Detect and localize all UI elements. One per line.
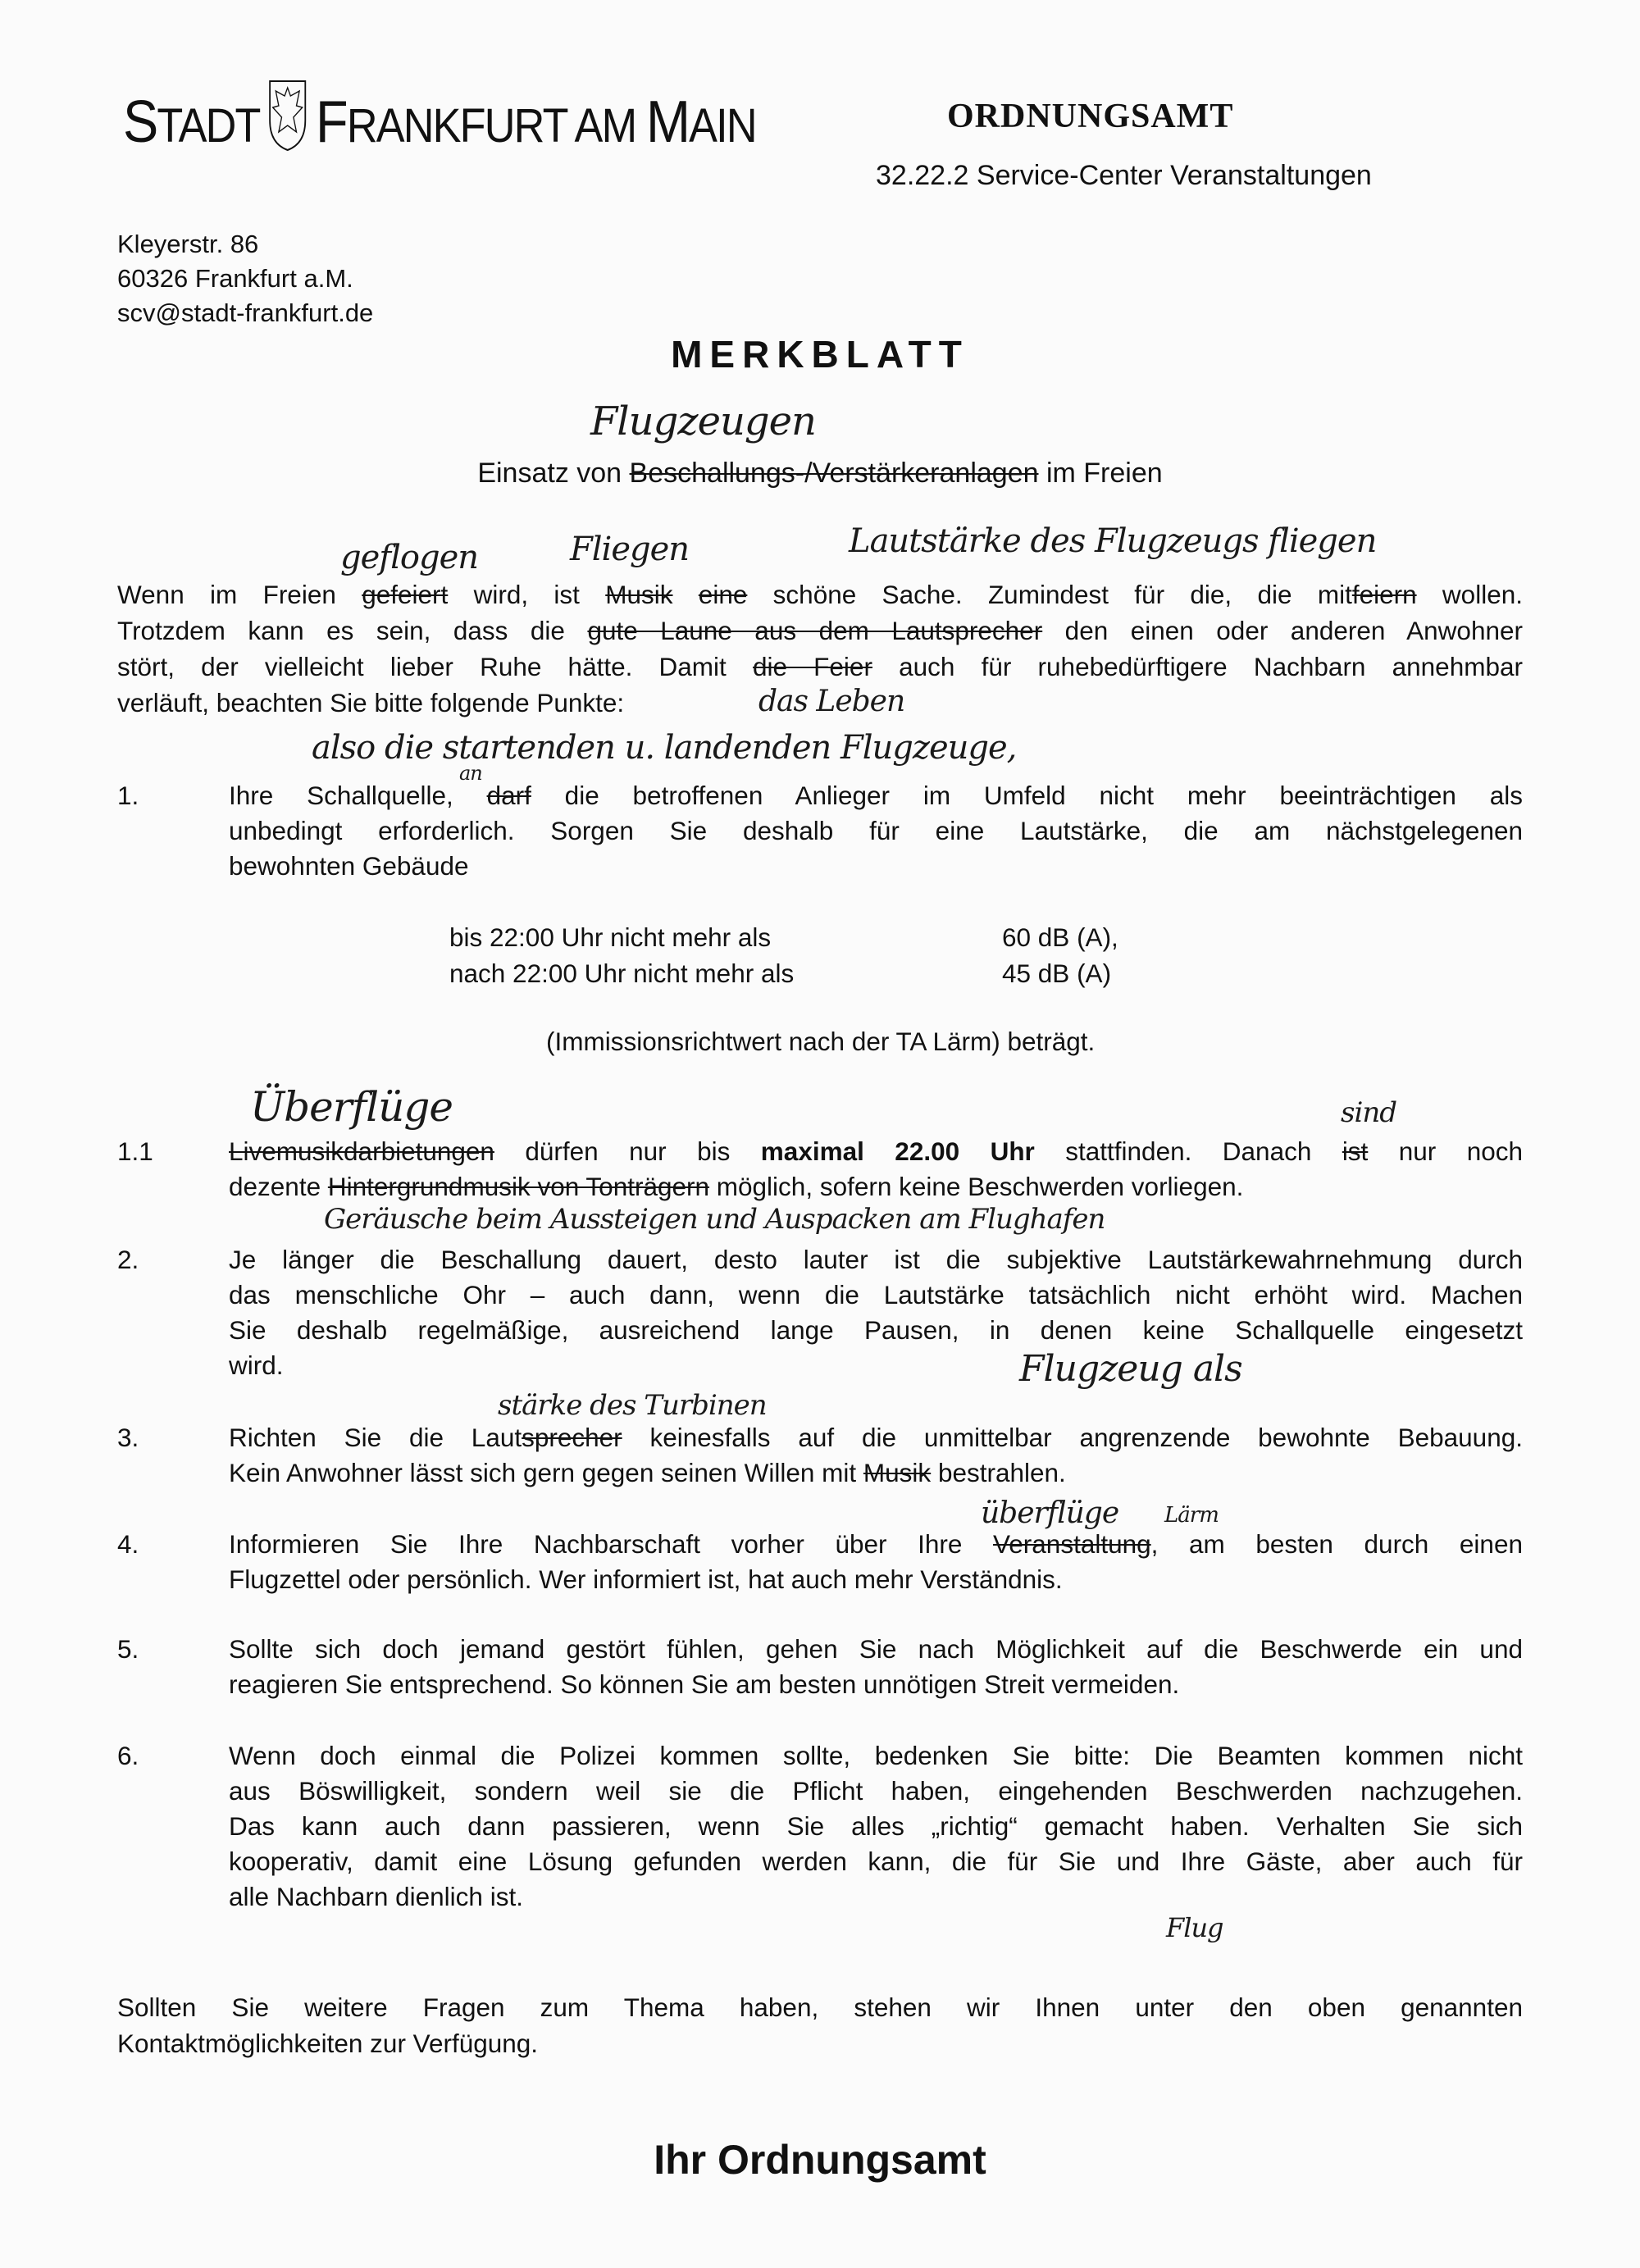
text-segment: aus Böswilligkeit, sondern weil sie die Pflicht haben, eingehenden Beschwerden nachzugehen. bbox=[229, 1776, 1523, 1806]
text-segment: dürfen nur bis bbox=[494, 1136, 761, 1166]
text-segment: Ihre Schallquelle, bbox=[229, 781, 487, 810]
struck-text: Hintergrundmusik von Tonträgern bbox=[327, 1172, 710, 1201]
struck-text: gefeiert bbox=[362, 580, 449, 609]
text-segment: dezente bbox=[229, 1172, 328, 1201]
text-segment: die betroffenen Anlieger im Umfeld nicht mehr beeinträchtigen als bbox=[531, 781, 1523, 810]
handwritten-note: sind bbox=[1341, 1096, 1396, 1129]
text-line bbox=[229, 1811, 1523, 1841]
handwritten-note: Flugzeug als bbox=[1019, 1348, 1242, 1390]
text-segment: Wenn doch einmal die Polizei kommen sollte, bedenken Sie bitte: Die Beamten kommen nicht bbox=[229, 1741, 1523, 1770]
text-segment: maximal 22.00 Uhr bbox=[760, 1136, 1035, 1166]
struck-text: eine bbox=[698, 580, 748, 609]
text-segment: schöne Sache. Zumindest für die, die mit bbox=[747, 580, 1352, 609]
city-logo: STADT FRANKFURT AM MAIN bbox=[123, 78, 756, 156]
limit-value-1: 60 dB (A), bbox=[1002, 922, 1118, 952]
text-segment: Sollten Sie weitere Fragen zum Thema haben, stehen wir Ihnen unter den oben genannten bbox=[117, 1992, 1523, 2022]
text-line bbox=[117, 1992, 1523, 2022]
handwritten-note: Flug bbox=[1166, 1912, 1223, 1943]
struck-text: Beschallungs-/Verstärkeranlagen bbox=[629, 458, 1039, 489]
limit-value-2: 45 dB (A) bbox=[1002, 959, 1112, 988]
text-line bbox=[229, 1136, 1524, 1166]
handwritten-note: stärke des Turbinen bbox=[498, 1389, 767, 1422]
handwritten-note: Überflüge bbox=[250, 1083, 453, 1131]
struck-text: darf bbox=[486, 781, 531, 810]
signature: Ihr Ordnungsamt bbox=[654, 2137, 986, 2183]
limit-label-1: bis 22:00 Uhr nicht mehr als bbox=[449, 922, 772, 952]
handwritten-note: Flugzeugen bbox=[590, 398, 816, 444]
text-segment: Je länger die Beschallung dauert, desto lauter ist die subjektive Lautstärkewahrnehmung durch bbox=[229, 1245, 1523, 1274]
struck-text: sprecher bbox=[522, 1423, 622, 1452]
text-segment: Trotzdem kann es sein, dass die bbox=[117, 616, 588, 645]
text-line bbox=[117, 582, 1523, 608]
text-segment: bestrahlen. bbox=[931, 1458, 1066, 1487]
text-segment: stattfinden. Danach bbox=[1034, 1136, 1342, 1166]
handwritten-note: das Leben bbox=[758, 685, 905, 718]
department-name: ORDNUNGSAMT bbox=[947, 98, 1234, 135]
text-line bbox=[229, 1174, 1243, 1200]
item-number: 4. bbox=[117, 1529, 139, 1559]
item-number: 1. bbox=[117, 781, 139, 810]
text-segment: kooperativ, damit eine Lösung gefunden werden kann, die für Sie und Ihre Gäste, aber auch für bbox=[229, 1847, 1523, 1876]
address-street: Kleyerstr. 86 bbox=[117, 230, 259, 258]
text-segment bbox=[672, 580, 698, 609]
handwritten-note: geflogen bbox=[340, 539, 478, 576]
text-line bbox=[229, 1884, 523, 1910]
subtitle bbox=[0, 459, 1640, 487]
text-line bbox=[229, 1778, 1523, 1805]
text-line bbox=[117, 618, 1523, 644]
text-segment: das menschliche Ohr – auch dann, wenn die Lautstärke tatsächlich nicht erhöht wird. Machen bbox=[229, 1280, 1523, 1309]
text-segment: Sollte sich doch jemand gestört fühlen, gehen Sie nach Möglichkeit auf die Beschwerde ein und bbox=[229, 1634, 1523, 1664]
text-segment: Sie deshalb regelmäßige, ausreichend lange Pausen, in denen keine Schallquelle eingesetzt bbox=[229, 1315, 1523, 1345]
handwritten-note: Fliegen bbox=[570, 531, 690, 568]
item-number: 6. bbox=[117, 1741, 139, 1770]
text-segment: den einen oder anderen Anwohner bbox=[1042, 616, 1523, 645]
text-line bbox=[229, 1849, 1523, 1875]
text-line bbox=[117, 654, 1523, 681]
struck-text: die Feier bbox=[752, 652, 872, 681]
text-segment: Richten Sie die Laut bbox=[229, 1423, 522, 1452]
text-segment: , am besten durch einen bbox=[1150, 1529, 1523, 1559]
text-segment: Kein Anwohner lässt sich gern gegen seinen Willen mit bbox=[229, 1458, 863, 1487]
text-segment: möglich, sofern keine Beschwerden vorliegen. bbox=[709, 1172, 1244, 1201]
handwritten-note: Lautstärke des Flugzeugs fliegen bbox=[849, 522, 1377, 560]
text-segment: im Freien bbox=[1038, 458, 1163, 489]
text-line bbox=[229, 1247, 1523, 1273]
text-line bbox=[229, 1460, 1066, 1487]
text-segment: Flugzettel oder persönlich. Wer informiert ist, hat auch mehr Verständnis. bbox=[229, 1564, 1063, 1594]
struck-text: Livemusikdarbietungen bbox=[229, 1136, 494, 1166]
text-line bbox=[229, 1350, 284, 1380]
text-segment: stört, der vielleicht lieber Ruhe hätte. Damit bbox=[117, 652, 753, 681]
text-segment: reagieren Sie entsprechend. So können Sie am besten unnötigen Streit vermeiden. bbox=[229, 1669, 1180, 1699]
handwritten-note: also die startenden u. landenden Flugzeuge, bbox=[312, 729, 1017, 767]
text-segment: bewohnten Gebäude bbox=[229, 851, 469, 881]
struck-text: Musik bbox=[605, 580, 673, 609]
text-line bbox=[229, 1634, 1523, 1664]
text-line bbox=[229, 1743, 1523, 1769]
text-segment: alle Nachbarn dienlich ist. bbox=[229, 1882, 523, 1911]
struck-text: Veranstaltung bbox=[993, 1529, 1151, 1559]
text-segment: Wenn im Freien bbox=[117, 580, 362, 609]
text-segment: unbedingt erforderlich. Sorgen Sie deshalb für eine Lautstärke, die am nächstgelegenen bbox=[229, 816, 1523, 845]
text-line bbox=[229, 783, 1523, 809]
item-number: 1.1 bbox=[117, 1136, 153, 1166]
limit-label-2: nach 22:00 Uhr nicht mehr als bbox=[449, 959, 795, 988]
text-segment: verläuft, beachten Sie bitte folgende Punkte: bbox=[117, 688, 625, 717]
struck-text: gute Laune aus dem Lautsprecher bbox=[587, 616, 1043, 645]
address-city: 60326 Frankfurt a.M. bbox=[117, 264, 353, 293]
text-segment: wird. bbox=[229, 1350, 284, 1380]
text-line bbox=[229, 851, 469, 881]
text-line bbox=[229, 1669, 1180, 1699]
text-segment: Kontaktmöglichkeiten zur Verfügung. bbox=[117, 2029, 539, 2058]
limits-note: (Immissionsrichtwert nach der TA Lärm) beträgt. bbox=[546, 1027, 1096, 1056]
handwritten-note: Lärm bbox=[1164, 1503, 1219, 1528]
text-line bbox=[229, 1315, 1523, 1345]
item-number: 2. bbox=[117, 1245, 139, 1274]
text-segment: nur noch bbox=[1368, 1136, 1524, 1166]
text-segment: auch für ruhebedürftigere Nachbarn annehmbar bbox=[872, 652, 1523, 681]
text-line bbox=[229, 1529, 1523, 1559]
handwritten-note: an bbox=[459, 762, 482, 785]
document-title: MERKBLATT bbox=[671, 333, 969, 376]
text-segment: Informieren Sie Ihre Nachbarschaft vorher über Ihre bbox=[229, 1529, 993, 1559]
text-line bbox=[229, 1425, 1523, 1451]
text-line bbox=[229, 818, 1523, 845]
handwritten-note: Geräusche beim Aussteigen und Auspacken am Flughafen bbox=[324, 1203, 1105, 1236]
handwritten-note: überflüge bbox=[981, 1496, 1119, 1530]
struck-text: ist bbox=[1342, 1136, 1369, 1166]
item-number: 5. bbox=[117, 1634, 139, 1664]
email-link[interactable]: scv@stadt-frankfurt.de bbox=[117, 298, 374, 327]
text-segment: wollen. bbox=[1416, 580, 1523, 609]
eagle-crest-icon bbox=[267, 78, 308, 153]
text-segment: Einsatz von bbox=[477, 458, 630, 489]
text-line bbox=[117, 2031, 538, 2057]
text-line bbox=[229, 1282, 1523, 1309]
text-line bbox=[117, 690, 624, 717]
text-line bbox=[229, 1564, 1063, 1594]
text-segment: keinesfalls auf die unmittelbar angrenzende bewohnte Bebauung. bbox=[622, 1423, 1523, 1452]
item-number: 3. bbox=[117, 1423, 139, 1452]
struck-text: Musik bbox=[863, 1458, 932, 1487]
subdepartment-name: 32.22.2 Service-Center Veranstaltungen bbox=[876, 160, 1372, 191]
text-segment: Das kann auch dann passieren, wenn Sie alles „richtig“ gemacht haben. Verhalten Sie sich bbox=[229, 1811, 1523, 1841]
text-segment: wird, ist bbox=[448, 580, 606, 609]
struck-text: feiern bbox=[1351, 580, 1417, 609]
